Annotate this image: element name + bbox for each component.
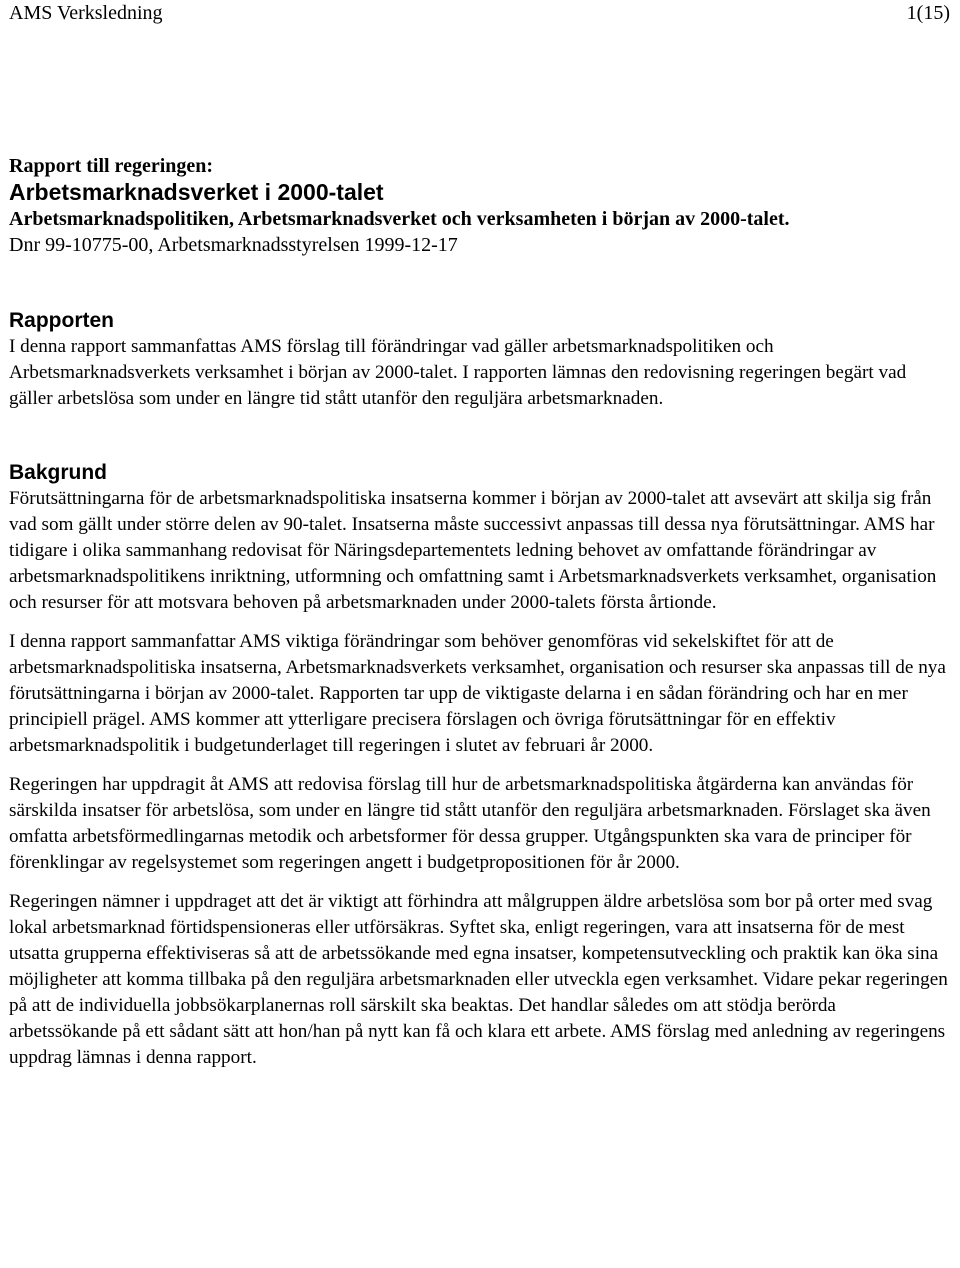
main-title: Arbetsmarknadsverket i 2000-talet xyxy=(9,179,384,205)
report-label: Rapport till regeringen: xyxy=(9,155,214,177)
section-rapporten xyxy=(9,308,949,412)
document-reference: Dnr 99-10775-00, Arbetsmarknadsstyrelsen 1999-12-17 xyxy=(9,234,458,256)
paragraph: I denna rapport sammanfattas AMS förslag till förändringar vad gäller arbetsmarknadspolitiken och Arbetsmarknadsverkets verksamhet i början av 2000-talet. I rapporten lämnas den redovisning regeringen begärt vad gäller arbetslösa som under en längre tid stått utanför den reguljära arbetsmarknaden. xyxy=(9,336,907,409)
paragraph: Regeringen har uppdragit åt AMS att redovisa förslag till hur de arbetsmarknadspolitiska åtgärderna kan användas för särskilda insatser för arbetslösa, som under en längre tid stått utanför den reguljära arbetsmarknaden. Förslaget ska även omfatta arbetsförmedlingarnas metodik och arbetsformer för dessa grupper. Utgångspunkten ska vara de principer för förenklingar av regelsystemet som regeringen angett i budgetpropositionen för år 2000. xyxy=(9,774,931,873)
section-heading-bakgrund: Bakgrund xyxy=(9,461,108,484)
section-heading-rapporten: Rapporten xyxy=(9,309,114,332)
document-body xyxy=(9,153,949,1071)
spacer xyxy=(9,412,949,460)
paragraph: Förutsättningarna för de arbetsmarknadspolitiska insatserna kommer i början av 2000-talet att avsevärt att skilja sig från vad som gällt under större delen av 90-talet. Insatserna måste successivt anpassas till dessa nya förutsättningar. AMS har tidigare i olika sammanhang redovisat för Näringsdepartementets ledning behovet av omfattande förändringar av arbetsmarknadspolitikens inriktning, utformning och omfattning samt i Arbetsmarknadsverkets verksamhet, organisation och resurser för att motsvara behoven på arbetsmarknaden under 2000-talets första årtionde. xyxy=(9,488,937,613)
spacer xyxy=(9,258,949,308)
page-number: 1(15) xyxy=(906,2,950,24)
header-organization: AMS Verksledning xyxy=(9,2,163,24)
section-bakgrund xyxy=(9,460,949,1071)
paragraph: Regeringen nämner i uppdraget att det är viktigt att förhindra att målgruppen äldre arbetslösa som bor på orter med svag lokal arbetsmarknad förtidspensioneras eller utförsäkras. Syftet ska, enligt regeringen, vara att insatserna för de mest utsatta grupperna effektiviseras så att de arbetssökande med egna insatser, kompetensutveckling och praktik kan öka sina möjligheter att komma tillbaka på den reguljära arbetsmarknaden eller utveckla egen verksamhet. Vidare pekar regeringen på att de individuella jobbsökarplanernas roll särskilt ska beaktas. Det handlar således om att stödja berörda arbetssökande på ett sådant sätt att hon/han på nytt kan få och klara ett arbete. AMS förslag med anledning av regeringens uppdrag lämnas i denna rapport. xyxy=(9,891,948,1068)
subtitle: Arbetsmarknadspolitiken, Arbetsmarknadsverket och verksamheten i början av 2000-talet. xyxy=(9,208,790,230)
paragraph: I denna rapport sammanfattar AMS viktiga förändringar som behöver genomföras vid sekelskiftet för att de arbetsmarknadspolitiska insatserna, Arbetsmarknadsverkets verksamhet, organisation och resurser ska anpassas till de nya förutsättningarna i början av 2000-talet. Rapporten tar upp de viktigaste delarna i en sådan förändring och har en mer principiell prägel. AMS kommer att ytterligare precisera förslagen och övriga förutsättningar för en effektiv arbetsmarknadspolitik i budgetunderlaget till regeringen i slutet av februari år 2000. xyxy=(9,631,946,756)
title-block xyxy=(9,153,949,258)
page-header xyxy=(9,0,950,30)
